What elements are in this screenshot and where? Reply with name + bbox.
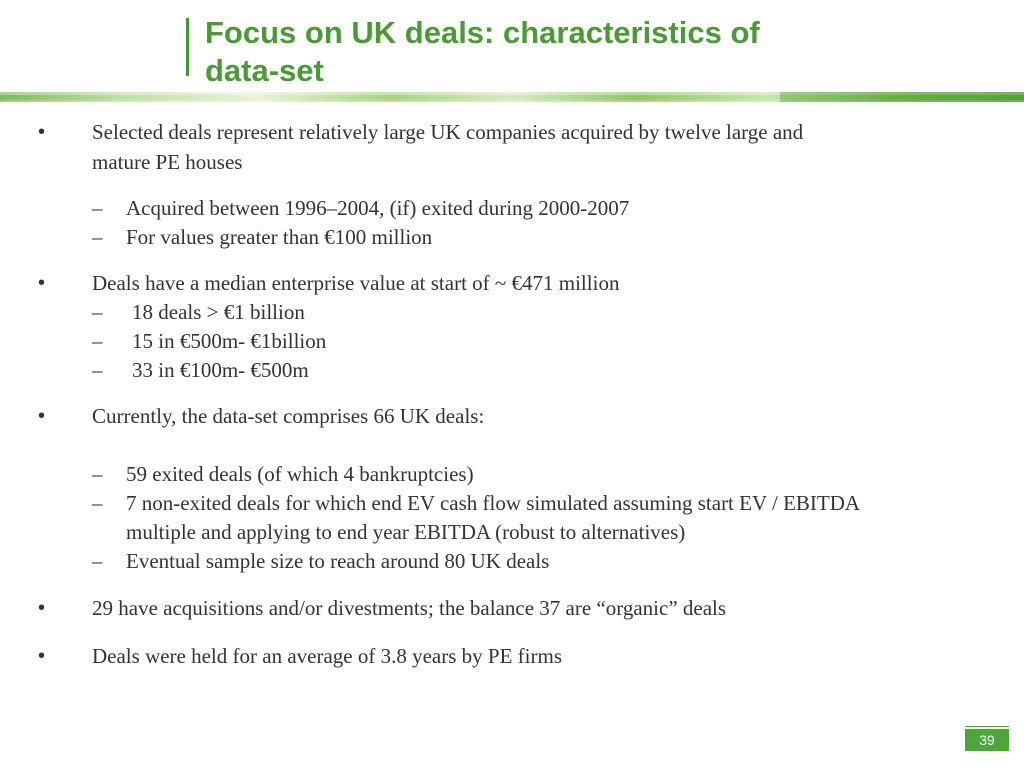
bullet-3-sub-2-line-2: multiple and applying to end year EBITDA (robust to alternatives)	[126, 520, 686, 544]
bullet-icon: •	[38, 272, 46, 294]
page-number-rule	[965, 726, 1009, 727]
bullet-2-sub-3: 33 in €100m- €500m	[132, 358, 309, 382]
bullet-3-sub-2-line-1: 7 non-exited deals for which end EV cash flow simulated assuming start EV / EBITDA	[126, 491, 861, 515]
dash-icon: –	[92, 491, 103, 515]
dash-icon: –	[92, 358, 103, 382]
bullet-icon: •	[38, 597, 46, 619]
dash-icon: –	[92, 196, 103, 220]
bullet-2-sub-1: 18 deals > €1 billion	[132, 300, 305, 324]
bullet-1-sub-1: Acquired between 1996–2004, (if) exited during 2000-2007	[126, 196, 630, 220]
bullet-3-line-1: Currently, the data-set comprises 66 UK deals:	[92, 404, 485, 428]
bullet-3-sub-3: Eventual sample size to reach around 80 UK deals	[126, 549, 550, 573]
bullet-2-line-1: Deals have a median enterprise value at start of ~ €471 million	[92, 271, 620, 295]
bullet-icon: •	[38, 121, 46, 143]
dash-icon: –	[92, 329, 103, 353]
bullet-icon: •	[38, 405, 46, 427]
bullet-2-sub-2: 15 in €500m- €1billion	[132, 329, 327, 353]
dash-icon: –	[92, 300, 103, 324]
dash-icon: –	[92, 225, 103, 249]
decorative-green-band	[0, 90, 1024, 106]
slide-title-line-1: Focus on UK deals: characteristics of	[205, 15, 760, 50]
slide-title-line-2: data-set	[205, 53, 324, 88]
bullet-3-sub-1: 59 exited deals (of which 4 bankruptcies)	[126, 462, 474, 486]
bullet-4-line-1: 29 have acquisitions and/or divestments; the balance 37 are “organic” deals	[92, 596, 727, 620]
bullet-1-sub-2: For values greater than €100 million	[126, 225, 433, 249]
slide-title	[205, 14, 965, 90]
bullet-1-line-2: mature PE houses	[92, 150, 243, 174]
dash-icon: –	[92, 549, 103, 573]
bullet-1-line-1: Selected deals represent relatively large UK companies acquired by twelve large and	[92, 120, 804, 144]
dash-icon: –	[92, 462, 103, 486]
bullet-5-line-1: Deals were held for an average of 3.8 years by PE firms	[92, 644, 562, 668]
bullet-icon: •	[38, 645, 46, 667]
page-number: 39	[965, 729, 1009, 751]
title-accent-bar	[186, 18, 189, 76]
